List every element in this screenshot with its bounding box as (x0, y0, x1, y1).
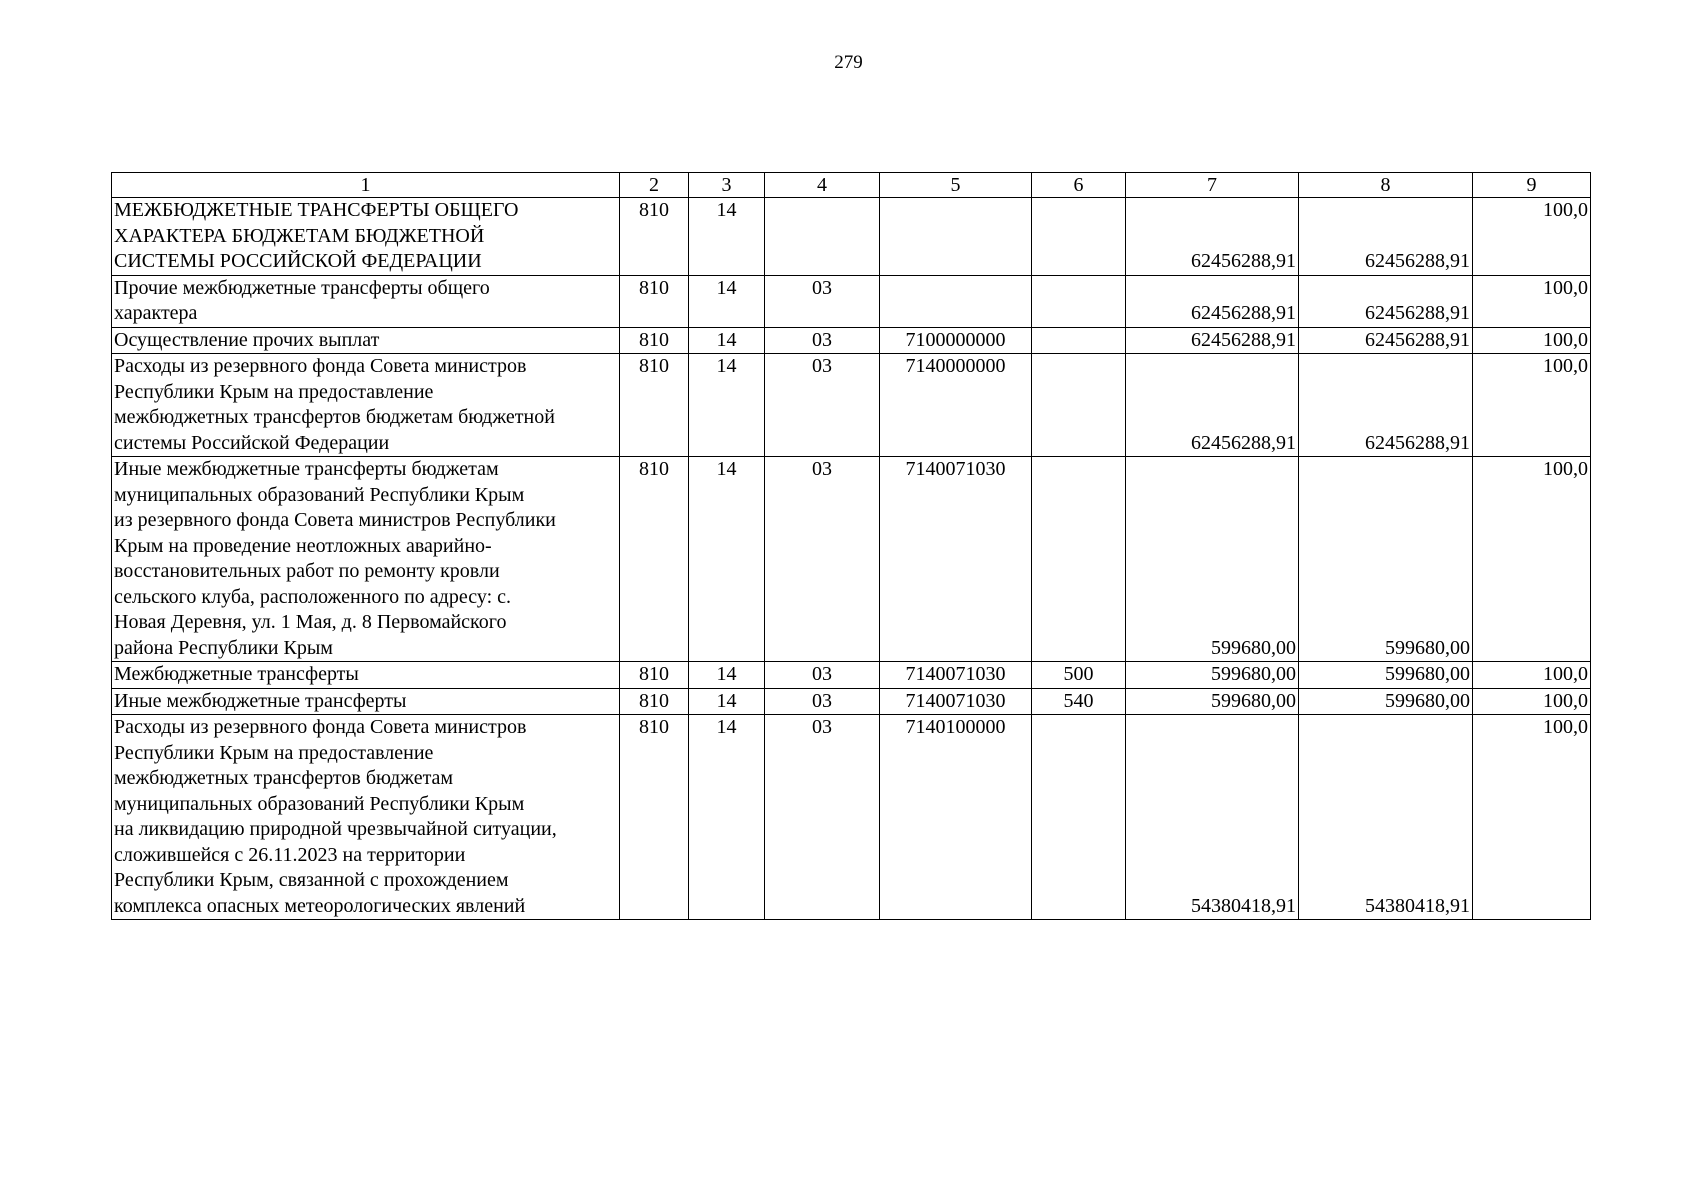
amount-planned: 62456288,91 (1126, 327, 1299, 354)
item-name: Межбюджетные трансферты (112, 662, 620, 689)
section-code: 14 (689, 354, 765, 457)
expense-type-code (1032, 457, 1126, 662)
subsection-code (765, 198, 880, 276)
table-row (112, 198, 1591, 276)
amount-executed: 599680,00 (1299, 662, 1473, 689)
amount-planned: 62456288,91 (1126, 354, 1299, 457)
table-row (112, 662, 1591, 689)
table-row (112, 715, 1591, 920)
amount-executed: 62456288,91 (1299, 327, 1473, 354)
amount-executed: 599680,00 (1299, 457, 1473, 662)
column-number: 3 (689, 173, 765, 198)
target-article-code: 7140071030 (880, 457, 1032, 662)
item-name: Иные межбюджетные трансферты бюджетам муниципальных образований Республики Крым из резервного фонда Совета министров Республики Крым на проведение неотложных аварийно- восстановительных работ по ремонту кровли сельского клуба, расположенного по адресу: с. Новая Деревня, ул. 1 Мая, д. 8 Первомайского района Республики Крым (112, 457, 620, 662)
target-article-code: 7140000000 (880, 354, 1032, 457)
execution-percent: 100,0 (1473, 275, 1591, 327)
target-article-code: 7140100000 (880, 715, 1032, 920)
section-code: 14 (689, 275, 765, 327)
table-row (112, 275, 1591, 327)
ministry-code: 810 (620, 327, 689, 354)
amount-executed: 599680,00 (1299, 688, 1473, 715)
target-article-code (880, 275, 1032, 327)
ministry-code: 810 (620, 662, 689, 689)
column-number: 4 (765, 173, 880, 198)
column-number: 1 (112, 173, 620, 198)
ministry-code: 810 (620, 688, 689, 715)
column-number: 5 (880, 173, 1032, 198)
item-name: Прочие межбюджетные трансферты общего характера (112, 275, 620, 327)
amount-executed: 62456288,91 (1299, 354, 1473, 457)
column-number: 6 (1032, 173, 1126, 198)
subsection-code: 03 (765, 715, 880, 920)
item-name: Иные межбюджетные трансферты (112, 688, 620, 715)
expense-type-code (1032, 354, 1126, 457)
section-code: 14 (689, 662, 765, 689)
amount-executed: 62456288,91 (1299, 198, 1473, 276)
amount-planned: 62456288,91 (1126, 275, 1299, 327)
execution-percent: 100,0 (1473, 327, 1591, 354)
item-name: Расходы из резервного фонда Совета министров Республики Крым на предоставление межбюджетных трансфертов бюджетам бюджетной системы Российской Федерации (112, 354, 620, 457)
item-name: Расходы из резервного фонда Совета министров Республики Крым на предоставление межбюджетных трансфертов бюджетам муниципальных образований Республики Крым на ликвидацию природной чрезвычайной ситуации, сложившейся с 26.11.2023 на территории Республики Крым, связанной с прохождением комплекса опасных метеорологических явлений (112, 715, 620, 920)
execution-percent: 100,0 (1473, 354, 1591, 457)
expense-type-code (1032, 715, 1126, 920)
execution-percent: 100,0 (1473, 662, 1591, 689)
amount-planned: 54380418,91 (1126, 715, 1299, 920)
subsection-code: 03 (765, 688, 880, 715)
subsection-code: 03 (765, 457, 880, 662)
ministry-code: 810 (620, 198, 689, 276)
execution-percent: 100,0 (1473, 198, 1591, 276)
execution-percent: 100,0 (1473, 715, 1591, 920)
ministry-code: 810 (620, 715, 689, 920)
table-row (112, 327, 1591, 354)
amount-planned: 599680,00 (1126, 457, 1299, 662)
expense-type-code (1032, 327, 1126, 354)
subsection-code: 03 (765, 354, 880, 457)
column-number: 7 (1126, 173, 1299, 198)
amount-planned: 599680,00 (1126, 688, 1299, 715)
expense-type-code: 500 (1032, 662, 1126, 689)
table-row (112, 688, 1591, 715)
expense-type-code (1032, 198, 1126, 276)
section-code: 14 (689, 688, 765, 715)
column-number-row (112, 173, 1591, 198)
page-number: 279 (834, 52, 863, 73)
subsection-code: 03 (765, 662, 880, 689)
amount-planned: 62456288,91 (1126, 198, 1299, 276)
ministry-code: 810 (620, 275, 689, 327)
expense-type-code: 540 (1032, 688, 1126, 715)
target-article-code: 7140071030 (880, 688, 1032, 715)
table-row (112, 457, 1591, 662)
column-number: 9 (1473, 173, 1591, 198)
budget-table (111, 172, 1591, 920)
column-number: 8 (1299, 173, 1473, 198)
amount-planned: 599680,00 (1126, 662, 1299, 689)
execution-percent: 100,0 (1473, 457, 1591, 662)
section-code: 14 (689, 198, 765, 276)
target-article-code: 7100000000 (880, 327, 1032, 354)
table-row (112, 354, 1591, 457)
target-article-code (880, 198, 1032, 276)
item-name: МЕЖБЮДЖЕТНЫЕ ТРАНСФЕРТЫ ОБЩЕГО ХАРАКТЕРА БЮДЖЕТАМ БЮДЖЕТНОЙ СИСТЕМЫ РОССИЙСКОЙ ФЕДЕРАЦИИ (112, 198, 620, 276)
ministry-code: 810 (620, 354, 689, 457)
column-number: 2 (620, 173, 689, 198)
amount-executed: 62456288,91 (1299, 275, 1473, 327)
item-name: Осуществление прочих выплат (112, 327, 620, 354)
amount-executed: 54380418,91 (1299, 715, 1473, 920)
section-code: 14 (689, 327, 765, 354)
ministry-code: 810 (620, 457, 689, 662)
section-code: 14 (689, 457, 765, 662)
target-article-code: 7140071030 (880, 662, 1032, 689)
subsection-code: 03 (765, 327, 880, 354)
subsection-code: 03 (765, 275, 880, 327)
expense-type-code (1032, 275, 1126, 327)
section-code: 14 (689, 715, 765, 920)
execution-percent: 100,0 (1473, 688, 1591, 715)
